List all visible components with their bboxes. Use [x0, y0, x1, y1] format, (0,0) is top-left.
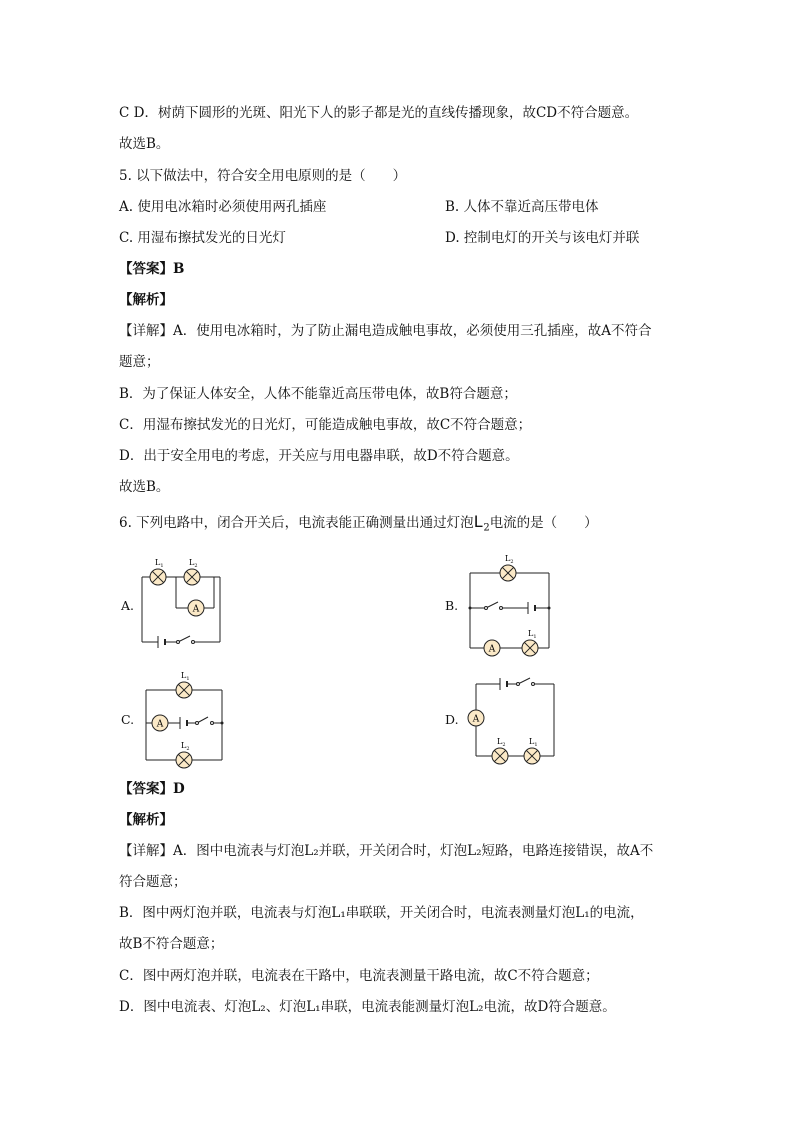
ammeter-icon	[188, 600, 204, 616]
lamp-l2-icon	[176, 752, 192, 768]
q5-choose-line: 故选B。	[119, 479, 170, 495]
circuit-c-label: C.	[121, 712, 135, 727]
q6-detail-line: 故B不符合题意；	[119, 936, 224, 952]
q5-detail-line: 题意；	[119, 354, 160, 370]
q6-stem-suffix: 电流的是（ ）	[489, 515, 598, 531]
q6-detail-line: 【详解】A．图中电流表与灯泡L₂并联，开关闭合时，灯泡L₂短路，电路连接错误，故A不	[119, 843, 654, 859]
q6-analysis-heading: 【解析】	[119, 812, 173, 828]
ammeter-icon	[152, 715, 168, 731]
ammeter-symbol: A	[488, 644, 496, 655]
q5-stem: 5. 以下做法中，符合安全用电原则的是（ ）	[119, 168, 407, 184]
prev-choose-line: 故选B。	[119, 136, 170, 152]
ammeter-symbol: A	[192, 604, 200, 615]
q6-stem-prefix: 6. 下列电路中，闭合开关后，电流表能正确测量出通过灯泡	[119, 515, 474, 531]
ammeter-icon	[468, 710, 484, 726]
circuit-a-label: A.	[121, 598, 135, 613]
lamp-l1-icon	[522, 640, 538, 656]
lamp-l1-icon	[150, 569, 166, 585]
q5-option-a: A. 使用电冰箱时必须使用两孔插座	[119, 199, 327, 215]
lamp-l2-label: $L_2$	[505, 554, 514, 565]
lamp-l2-label: $L_2$	[189, 558, 198, 569]
q5-detail-line: B．为了保证人体安全，人体不能靠近高压带电体，故B符合题意；	[119, 386, 517, 402]
lamp-l1-label: $L_1$	[529, 737, 538, 748]
q5-analysis-heading: 【解析】	[119, 292, 173, 308]
q6-detail-line: C．图中两灯泡并联，电流表在干路中，电流表测量干路电流，故C不符合题意；	[119, 968, 599, 984]
q6-stem-sub: 2	[483, 522, 490, 534]
lamp-l2-label: $L_2$	[181, 741, 190, 752]
q5-detail-line: D．出于安全用电的考虑，开关应与用电器串联，故D不符合题意。	[119, 448, 519, 464]
circuit-c-diagram	[142, 670, 237, 772]
q5-detail-line: 【详解】A．使用电冰箱时，为了防止漏电造成触电事故，必须使用三孔插座，故A不符合	[119, 323, 652, 339]
circuit-b-diagram	[462, 548, 562, 660]
q5-option-b: B. 人体不靠近高压带电体	[445, 199, 599, 215]
lamp-l1-label: $L_1$	[181, 671, 190, 682]
lamp-l1-label: $L_1$	[155, 558, 164, 569]
ammeter-icon	[484, 640, 500, 656]
q5-answer: 【答案】B	[119, 261, 185, 277]
ammeter-symbol: A	[156, 719, 164, 730]
q5-option-d: D. 控制电灯的开关与该电灯并联	[445, 230, 640, 246]
q6-stem	[119, 512, 598, 539]
lamp-l1-icon	[524, 748, 540, 764]
circuit-a-diagram	[138, 552, 248, 652]
q6-detail-line: 符合题意；	[119, 874, 187, 890]
lamp-l2-icon	[184, 569, 200, 585]
q6-stem-var: L	[473, 512, 484, 531]
q6-answer: 【答案】D	[119, 781, 185, 797]
circuit-b-label: B.	[445, 598, 459, 613]
lamp-l1-label: $L_1$	[528, 629, 537, 640]
lamp-l2-icon	[500, 565, 516, 581]
circuit-d-diagram	[468, 672, 563, 767]
lamp-l1-icon	[176, 682, 192, 698]
q5-detail-line: C．用湿布擦拭发光的日光灯，可能造成触电事故，故C不符合题意；	[119, 417, 532, 433]
lamp-l2-label: $L_2$	[497, 737, 506, 748]
q6-detail-line: D．图中电流表、灯泡L₂、灯泡L₁串联，电流表能测量灯泡L₂电流，故D符合题意。	[119, 999, 616, 1015]
prev-cd-line: C D．树荫下圆形的光斑、阳光下人的影子都是光的直线传播现象，故CD不符合题意。	[119, 105, 639, 121]
circuit-d-label: D.	[445, 712, 459, 727]
q6-detail-line: B．图中两灯泡并联，电流表与灯泡L₁串联联，开关闭合时，电流表测量灯泡L₁的电流，	[119, 905, 644, 921]
q5-option-c: C. 用湿布擦拭发光的日光灯	[119, 230, 286, 246]
ammeter-symbol: A	[472, 714, 480, 725]
lamp-l2-icon	[492, 748, 508, 764]
